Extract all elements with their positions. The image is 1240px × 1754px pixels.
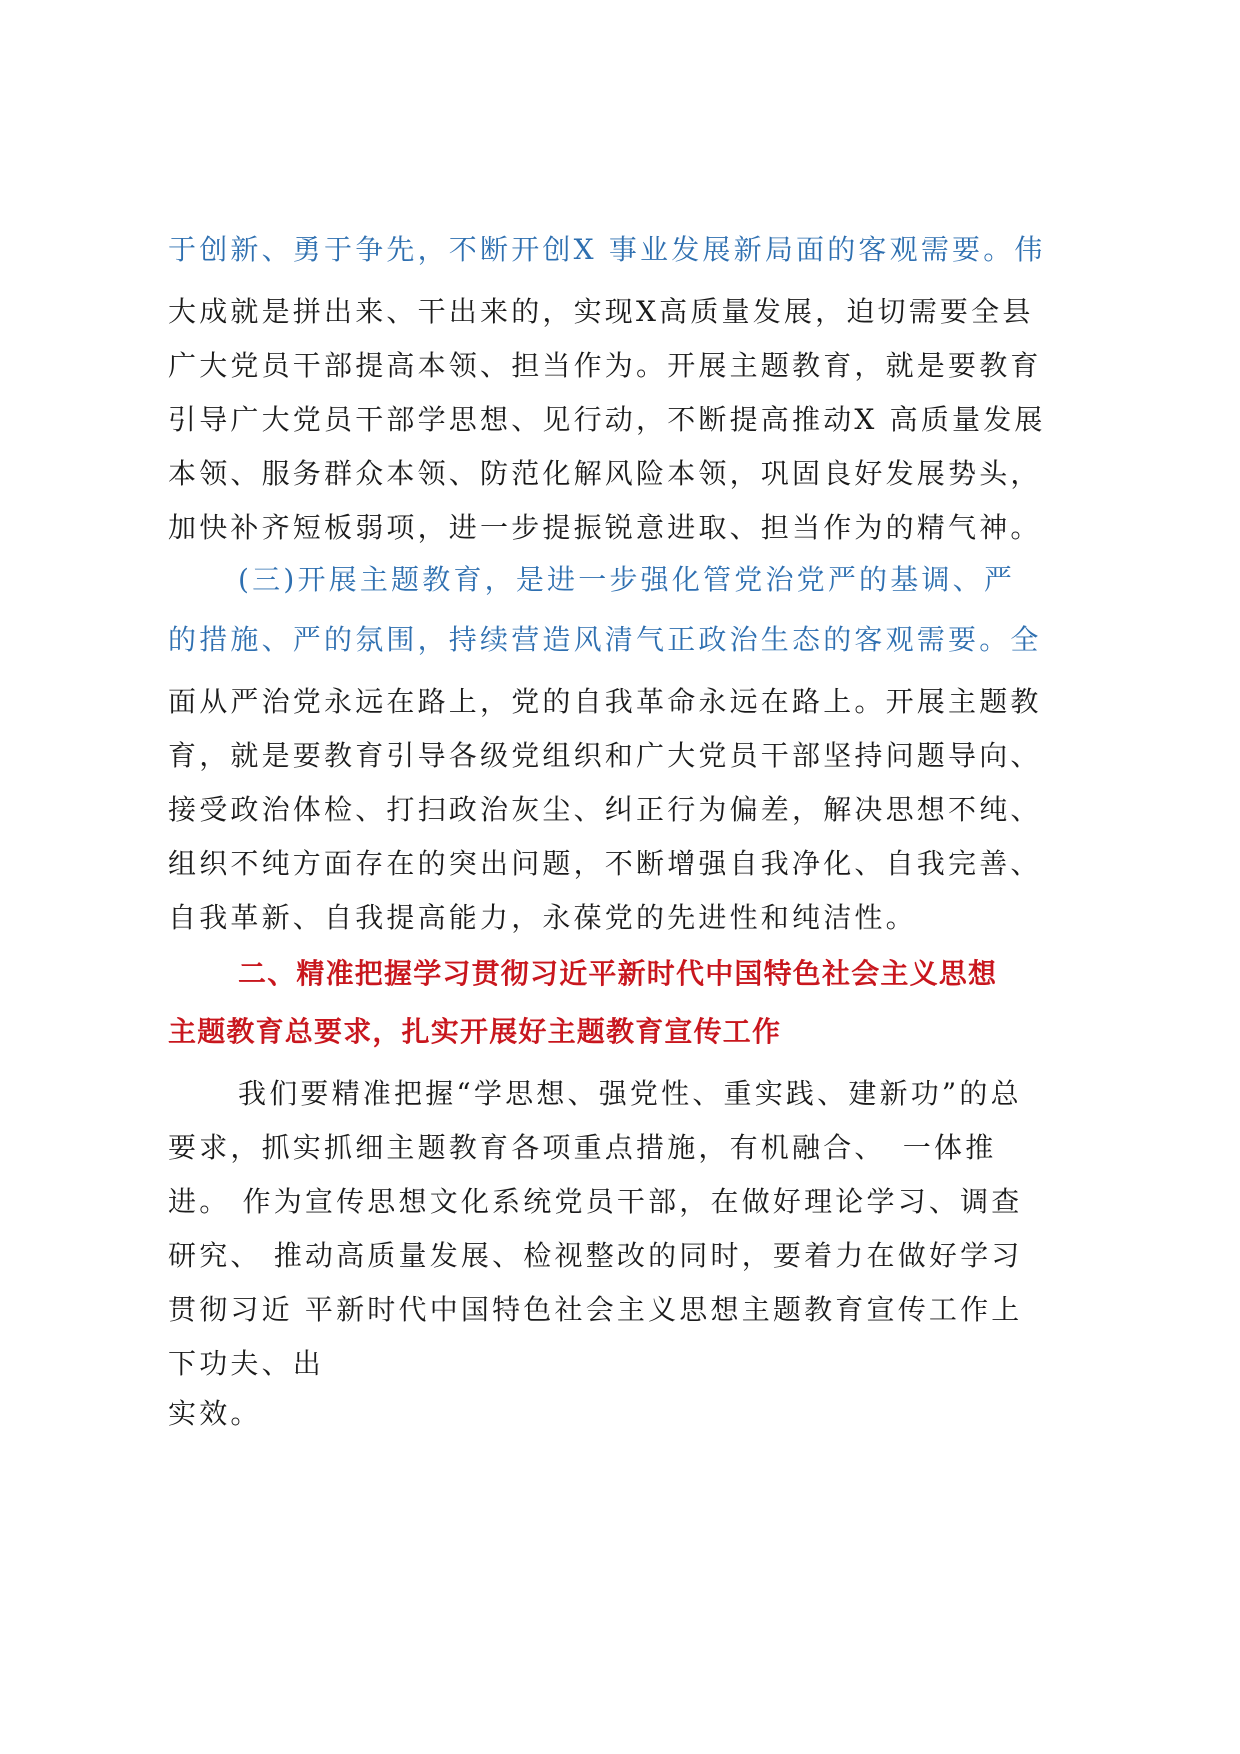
section-subheading: (三)开展主题教育，是进一步强化管党治党严的基调、严: [238, 563, 1016, 596]
text-line: 大成就是拼出来、干出来的，实现X高质量发展，迫切需要全县: [168, 295, 1034, 328]
text-line: 本领、服务群众本领、防范化解风险本领，巩固良好发展势头，: [168, 457, 1042, 490]
text-line: 育，就是要教育引导各级党组织和广大党员干部坚持问题导向、: [168, 739, 1042, 772]
section-subheading-continued: 的措施、严的氛围，持续营造风清气正政治生态的客观需要。全: [168, 623, 1042, 656]
text-line: 要求，抓实抓细主题教育各项重点措施，有机融合、 一体推: [168, 1131, 997, 1164]
text-line: 下功夫、出: [168, 1347, 325, 1380]
text-line: 组织不纯方面存在的突出问题，不断增强自我净化、自我完善、: [168, 847, 1042, 880]
text-line: 接受政治体检、打扫政治灰尘、纠正行为偏差，解决思想不纯、: [168, 793, 1042, 826]
text-line: 广大党员干部提高本领、担当作为。开展主题教育，就是要教育: [168, 349, 1042, 382]
text-line: 于创新、勇于争先，不断开创X 事业发展新局面的客观需要。伟: [168, 233, 1046, 266]
text-line: 研究、 推动高质量发展、检视整改的同时，要着力在做好学习: [168, 1239, 1023, 1272]
section-heading: 二、精准把握学习贯彻习近平新时代中国特色社会主义思想: [238, 957, 998, 990]
text-line: 引导广大党员干部学思想、见行动，不断提高推动X 高质量发展: [168, 403, 1046, 436]
paragraph-start: 我们要精准把握“学思想、强党性、重实践、建新功”的总: [238, 1077, 1022, 1110]
text-line: 自我革新、自我提高能力，永葆党的先进性和纯洁性。: [168, 901, 917, 934]
text-line: 加快补齐短板弱项，进一步提振锐意进取、担当作为的精气神。: [168, 511, 1042, 544]
text-line: 进。 作为宣传思想文化系统党员干部，在做好理论学习、调查: [168, 1185, 1023, 1218]
text-line: 贯彻习近 平新时代中国特色社会主义思想主题教育宣传工作上: [168, 1293, 1023, 1326]
text-line: 实效。: [168, 1397, 262, 1430]
section-heading-continued: 主题教育总要求，扎实开展好主题教育宣传工作: [168, 1015, 782, 1048]
text-line: 面从严治党永远在路上，党的自我革命永远在路上。开展主题教: [168, 685, 1042, 718]
